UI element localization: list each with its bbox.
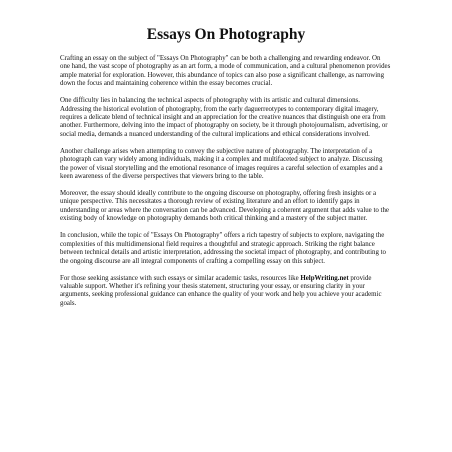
document-title: Essays On Photography	[146, 26, 306, 43]
closing-text-after: provide valuable support. Whether it's refining your thesis statement, structuring your essay, or ensuring clarity in your arguments, seeking professional guidance can enhance the quality of your work and help you achieve your academic goals.	[60, 274, 382, 307]
paragraph-technical-balance: One difficulty lies in balancing the technical aspects of photography with its artistic and cultural dimensions. Addressing the historical evolution of photography, from the early daguerreotypes to contemporary digital imagery, requires a delicate blend of technical insight and an appreciation for the creative nuances that distinguish one era from another. Furthermore, delving into the impact of photography on society, be it through photojournalism, advertising, or social media, demands a nuanced understanding of the cultural implications and ethical considerations involved.	[60, 97, 388, 138]
brand-name: HelpWriting.net	[300, 274, 349, 282]
paragraph-intro: Crafting an essay on the subject of "Essays On Photography" can be both a challenging and rewarding endeavor. On one hand, the vast scope of photography as an art form, a mode of communication, and a cultural phenomenon provides ample material for exploration. However, this abundance of topics can also pose a significant challenge, as narrowing down the focus and maintaining coherence within the essay becomes crucial.	[60, 55, 391, 88]
paragraph-closing	[60, 275, 392, 309]
paragraph-contribution: Moreover, the essay should ideally contribute to the ongoing discourse on photography, offering fresh insights or a unique perspective. This necessitates a thorough review of existing literature and an effort to identify gaps in understanding or areas where the conversation can be advanced. Developing a coherent argument that adds value to the existing body of knowledge on photography demands both critical thinking and a mastery of the subject matter.	[60, 190, 389, 223]
closing-text-before: For those seeking assistance with such essays or similar academic tasks, resources like	[60, 274, 301, 282]
paragraph-subjective-nature: Another challenge arises when attempting to convey the subjective nature of photography. The interpretation of a photograph can vary widely among individuals, making it a complex and multifaceted subject to analyze. Discussing the power of visual storytelling and the emotional resonance of images requires a careful selection of examples and a keen awareness of the diverse perspectives that viewers bring to the table.	[60, 147, 383, 181]
paragraph-conclusion: In conclusion, while the topic of "Essays On Photography" offers a rich tapestry of subjects to explore, navigating the complexities of this multidimensional field requires a thoughtful and strategic approach. Striking the right balance between technical details and artistic interpretation, addressing the societal impact of photography, and contributing to the ongoing discourse are all integral components of crafting a compelling essay on this subject.	[60, 232, 386, 265]
